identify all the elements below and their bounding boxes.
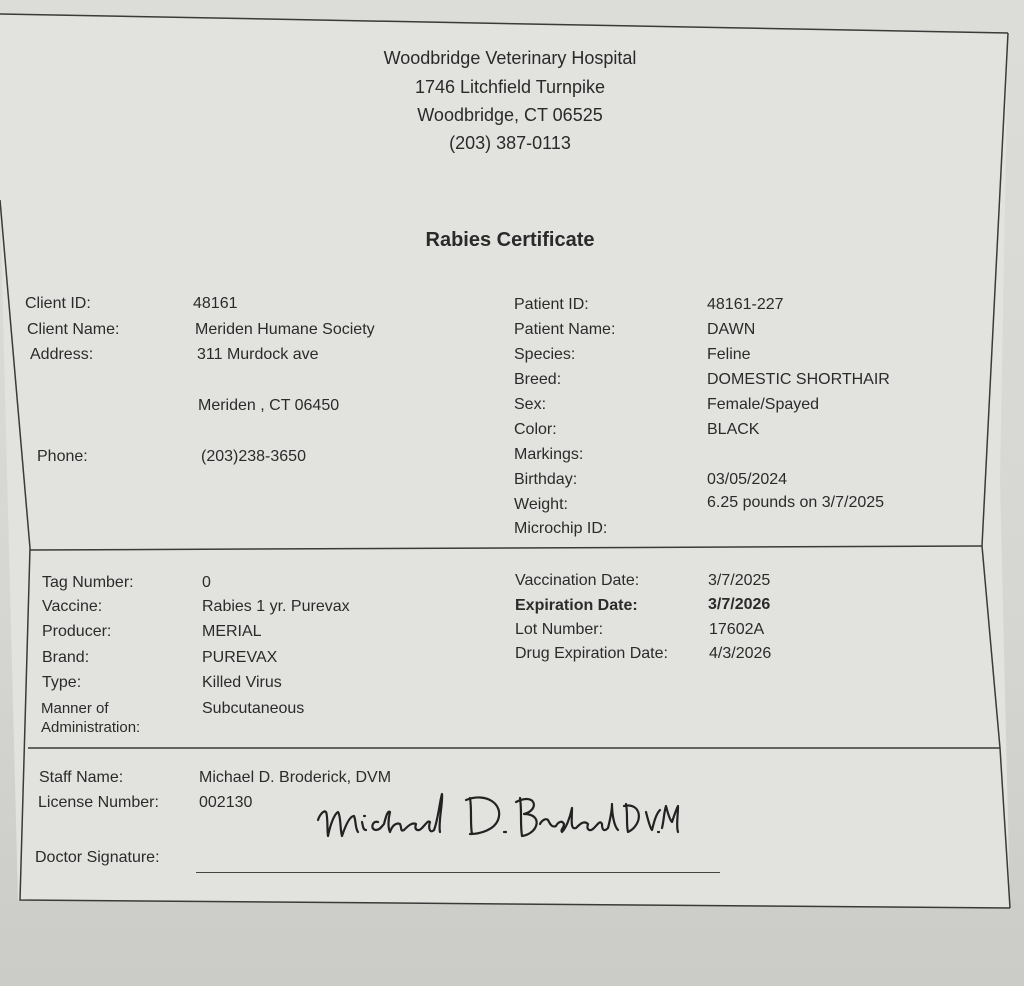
type-label: Type: — [42, 674, 82, 691]
hospital-city: Woodbridge, CT 06525 — [417, 105, 603, 125]
staff-name-label: Staff Name: — [39, 769, 124, 786]
license-number-value: 002130 — [199, 794, 253, 811]
producer-value: MERIAL — [202, 623, 262, 640]
drug-expiration-value: 4/3/2026 — [709, 645, 772, 662]
species-label: Species: — [514, 346, 576, 363]
hospital-phone: (203) 387-0113 — [449, 133, 571, 153]
client-name-label: Client Name: — [27, 321, 120, 338]
address-line2: Meriden , CT 06450 — [198, 397, 340, 414]
vaccine-value: Rabies 1 yr. Purevax — [202, 598, 350, 615]
sex-value: Female/Spayed — [707, 396, 820, 413]
client-id-value: 48161 — [193, 295, 238, 312]
vaccination-date-value: 3/7/2025 — [708, 572, 771, 589]
type-value: Killed Virus — [202, 674, 282, 691]
expiration-date-label: Expiration Date: — [515, 597, 638, 614]
tag-number-label: Tag Number: — [42, 574, 134, 591]
manner-label-line1: Manner of — [41, 700, 109, 717]
address-line1: 311 Murdock ave — [197, 346, 319, 363]
patient-name-label: Patient Name: — [514, 321, 616, 338]
divider-client-vaccine — [30, 546, 982, 550]
phone-value: (203)238-3650 — [201, 448, 306, 465]
producer-label: Producer: — [42, 623, 112, 640]
client-id-label: Client ID: — [25, 295, 91, 312]
birthday-value: 03/05/2024 — [707, 471, 788, 488]
color-value: BLACK — [707, 421, 760, 438]
microchip-label: Microchip ID: — [514, 520, 608, 537]
weight-label: Weight: — [514, 496, 568, 513]
staff-name-value: Michael D. Broderick, DVM — [199, 769, 392, 786]
client-name-value: Meriden Humane Society — [195, 321, 375, 338]
tag-number-value: 0 — [202, 574, 211, 591]
certificate-title: Rabies Certificate — [425, 229, 595, 251]
breed-label: Breed: — [514, 371, 562, 388]
sex-label: Sex: — [514, 396, 547, 413]
manner-value: Subcutaneous — [202, 700, 305, 717]
color-label: Color: — [514, 421, 557, 438]
phone-label: Phone: — [37, 448, 88, 465]
expiration-date-value: 3/7/2026 — [708, 596, 771, 613]
address-label: Address: — [30, 346, 94, 363]
species-value: Feline — [707, 346, 751, 363]
hospital-name: Woodbridge Veterinary Hospital — [383, 48, 637, 68]
markings-label: Markings: — [514, 446, 584, 463]
patient-id-value: 48161-227 — [707, 296, 784, 313]
lot-number-label: Lot Number: — [515, 621, 604, 638]
hospital-street: 1746 Litchfield Turnpike — [414, 77, 606, 97]
vaccine-label: Vaccine: — [42, 598, 103, 615]
signature-line — [196, 872, 720, 873]
handwritten-signature — [300, 780, 680, 850]
weight-value: 6.25 pounds on 3/7/2025 — [707, 494, 885, 511]
doctor-signature-label: Doctor Signature: — [35, 849, 160, 866]
patient-id-label: Patient ID: — [514, 296, 589, 313]
brand-value: PUREVAX — [202, 649, 278, 666]
manner-label-line2: Administration: — [41, 719, 141, 736]
breed-value: DOMESTIC SHORTHAIR — [707, 371, 890, 388]
license-number-label: License Number: — [38, 794, 159, 811]
patient-name-value: DAWN — [707, 321, 756, 338]
brand-label: Brand: — [42, 649, 90, 666]
manner-label — [41, 699, 140, 737]
vaccination-date-label: Vaccination Date: — [515, 572, 640, 589]
lot-number-value: 17602A — [709, 621, 765, 638]
drug-expiration-label: Drug Expiration Date: — [515, 645, 668, 662]
birthday-label: Birthday: — [514, 471, 578, 488]
